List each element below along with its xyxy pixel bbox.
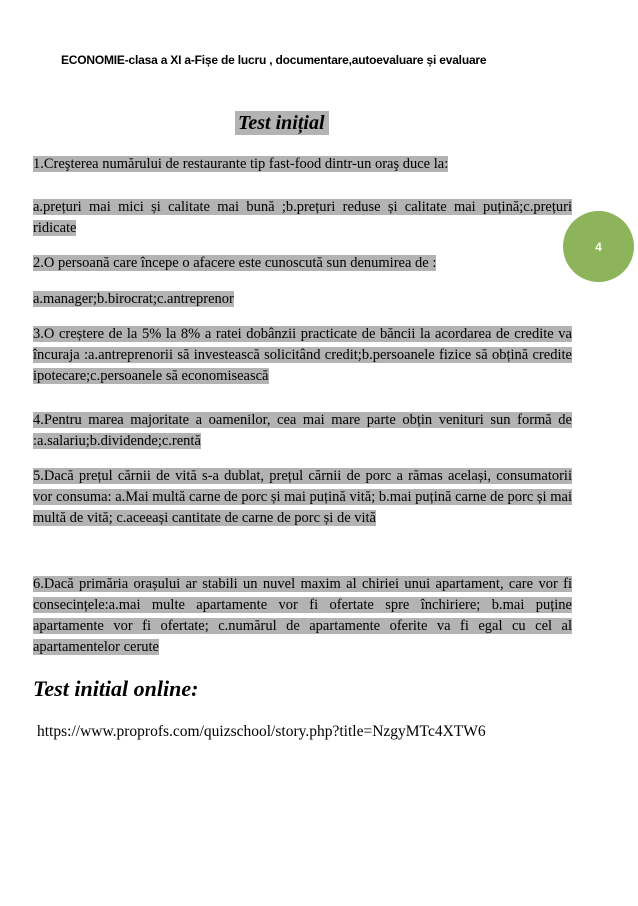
question-2-options-text: a.manager;b.birocrat;c.antreprenor [33,291,234,307]
page-number-badge [563,211,634,282]
page-number: 4 [595,239,602,254]
question-1 [33,154,572,175]
question-4-text: 4.Pentru marea majoritate a oamenilor, cea mai mare parte obțin venituri sun formă de :a.salariu;b.dividende;c.rentă [33,412,572,449]
question-3-text: 3.O creștere de la 5% la 8% a ratei dobânzii practicate de băncii la acordarea de credite va încuraja :a.antreprenorii să investească solicitând credit;b.persoanele fizice să obțină credite ipotecare;c.persoanele să economisească [33,326,572,384]
question-1-text: 1.Creşterea numărului de restaurante tip fast-food dintr-un oraş duce la: [33,156,449,172]
question-2-options [33,289,572,310]
question-3 [33,324,572,387]
question-4 [33,410,572,452]
question-5-text: 5.Dacă prețul cărnii de vită s-a dublat, prețul cărnii de porc a rămas același, consumatorii vor consuma: a.Mai multă carne de porc și mai puțină vită; b.mai puțină carne de porc și mai multă de vită; c.aceeași cantitate de carne de porc și de vită [33,468,572,526]
question-6 [33,574,572,658]
question-2 [33,253,572,274]
question-6-text: 6.Dacă primăria orașului ar stabili un nuvel maxim al chiriei unui apartament, care vor fi consecințele:a.mai multe apartamente vor fi ofertate spre închiriere; b.mai puține apartamente vor fi ofertate; c.numărul de apartamente oferite va fi egal cu cel al apartamentelor cerute [33,576,572,655]
online-test-link[interactable]: https://www.proprofs.com/quizschool/story.php?title=NzgyMTc4XTW6 [37,723,486,740]
question-1-options [33,197,572,239]
question-5 [33,466,572,529]
question-2-text: 2.O persoană care începe o afacere este cunoscută sun denumirea de : [33,255,437,271]
question-1-options-text: a.prețuri mai mici și calitate mai bună ;b.prețuri reduse și calitate mai puțină;c.prețuri ridicate [33,199,572,236]
page-title: Test inițial [235,111,329,135]
online-test-title: Test initial online: [33,676,199,701]
document-header: ECONOMIE-clasa a XI a-Fișe de lucru , documentare,autoevaluare și evaluare [61,53,487,67]
